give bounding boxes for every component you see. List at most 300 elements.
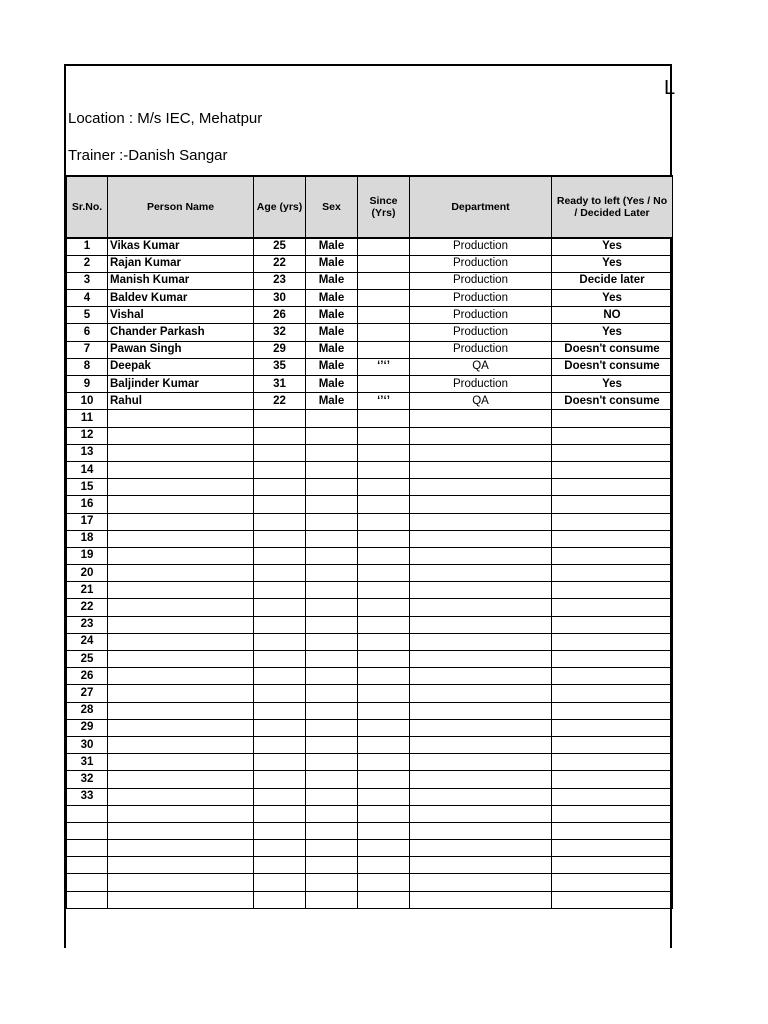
department-cell xyxy=(410,822,552,839)
ready-to-left-cell: Yes xyxy=(552,238,673,255)
sex-cell xyxy=(306,513,358,530)
sex-cell: Male xyxy=(306,307,358,324)
col-header-age: Age (yrs) xyxy=(254,176,306,238)
since-cell xyxy=(358,651,410,668)
table-row xyxy=(67,530,673,547)
sex-cell: Male xyxy=(306,238,358,255)
person-name-cell xyxy=(108,547,254,564)
ready-to-left-cell xyxy=(552,702,673,719)
col-header-since: Since (Yrs) xyxy=(358,176,410,238)
col-header-sr-no: Sr.No. xyxy=(67,176,108,238)
age-cell: 29 xyxy=(254,341,306,358)
person-name-cell xyxy=(108,410,254,427)
age-cell xyxy=(254,513,306,530)
age-cell xyxy=(254,668,306,685)
table-row xyxy=(67,616,673,633)
department-cell xyxy=(410,444,552,461)
person-name-cell xyxy=(108,479,254,496)
person-name-cell xyxy=(108,668,254,685)
table-row xyxy=(67,290,673,307)
table-row xyxy=(67,668,673,685)
sex-cell xyxy=(306,702,358,719)
person-name-cell: Deepak xyxy=(108,358,254,375)
table-row xyxy=(67,651,673,668)
ready-to-left-cell xyxy=(552,427,673,444)
since-cell xyxy=(358,376,410,393)
sex-cell: Male xyxy=(306,290,358,307)
person-name-cell xyxy=(108,736,254,753)
person-name-cell: Baljinder Kumar xyxy=(108,376,254,393)
person-name-cell: Vishal xyxy=(108,307,254,324)
ready-to-left-cell: Doesn't consume xyxy=(552,393,673,410)
table-row xyxy=(67,719,673,736)
age-cell xyxy=(254,479,306,496)
table-row xyxy=(67,255,673,272)
table-body xyxy=(67,238,673,908)
person-name-cell xyxy=(108,513,254,530)
age-cell xyxy=(254,582,306,599)
age-cell xyxy=(254,874,306,891)
person-name-cell xyxy=(108,599,254,616)
sr-no-cell: 22 xyxy=(67,599,108,616)
person-name-cell xyxy=(108,616,254,633)
since-cell xyxy=(358,891,410,908)
since-cell xyxy=(358,805,410,822)
since-cell xyxy=(358,702,410,719)
since-cell xyxy=(358,565,410,582)
person-name-cell: Rahul xyxy=(108,393,254,410)
sr-no-cell: 13 xyxy=(67,444,108,461)
person-name-cell xyxy=(108,788,254,805)
table-row xyxy=(67,736,673,753)
age-cell xyxy=(254,719,306,736)
sr-no-cell: 29 xyxy=(67,719,108,736)
age-cell xyxy=(254,427,306,444)
person-name-cell: Rajan Kumar xyxy=(108,255,254,272)
ready-to-left-cell xyxy=(552,461,673,478)
person-name-cell: Manish Kumar xyxy=(108,272,254,289)
since-cell xyxy=(358,874,410,891)
since-cell xyxy=(358,255,410,272)
person-name-cell xyxy=(108,685,254,702)
age-cell xyxy=(254,771,306,788)
department-cell xyxy=(410,410,552,427)
sex-cell xyxy=(306,496,358,513)
age-cell xyxy=(254,651,306,668)
col-header-person-name: Person Name xyxy=(108,176,254,238)
table-row xyxy=(67,272,673,289)
age-cell xyxy=(254,840,306,857)
person-name-cell xyxy=(108,702,254,719)
ready-to-left-cell xyxy=(552,822,673,839)
department-cell xyxy=(410,668,552,685)
person-name-cell: Vikas Kumar xyxy=(108,238,254,255)
sr-no-cell: 25 xyxy=(67,651,108,668)
col-header-sex: Sex xyxy=(306,176,358,238)
ready-to-left-cell xyxy=(552,788,673,805)
department-cell: Production xyxy=(410,307,552,324)
department-cell xyxy=(410,736,552,753)
table-row xyxy=(67,238,673,255)
department-cell xyxy=(410,461,552,478)
sr-no-cell xyxy=(67,874,108,891)
since-cell: ‘’‘’ xyxy=(358,358,410,375)
department-cell: QA xyxy=(410,393,552,410)
person-name-cell xyxy=(108,582,254,599)
age-cell xyxy=(254,599,306,616)
ready-to-left-cell: Yes xyxy=(552,376,673,393)
age-cell xyxy=(254,616,306,633)
ready-to-left-cell xyxy=(552,840,673,857)
sex-cell xyxy=(306,479,358,496)
sr-no-cell: 21 xyxy=(67,582,108,599)
department-cell: QA xyxy=(410,358,552,375)
department-cell xyxy=(410,599,552,616)
ready-to-left-cell xyxy=(552,736,673,753)
sr-no-cell: 1 xyxy=(67,238,108,255)
table-row xyxy=(67,857,673,874)
sex-cell xyxy=(306,461,358,478)
sr-no-cell xyxy=(67,822,108,839)
person-name-cell xyxy=(108,651,254,668)
ready-to-left-cell xyxy=(552,599,673,616)
since-cell xyxy=(358,582,410,599)
since-cell xyxy=(358,530,410,547)
since-cell xyxy=(358,754,410,771)
ready-to-left-cell xyxy=(552,513,673,530)
age-cell xyxy=(254,410,306,427)
age-cell xyxy=(254,754,306,771)
since-cell xyxy=(358,736,410,753)
sr-no-cell: 33 xyxy=(67,788,108,805)
sr-no-cell: 20 xyxy=(67,565,108,582)
department-cell: Production xyxy=(410,324,552,341)
department-cell xyxy=(410,788,552,805)
department-cell xyxy=(410,874,552,891)
table-row xyxy=(67,376,673,393)
since-cell xyxy=(358,341,410,358)
since-cell xyxy=(358,771,410,788)
table-row xyxy=(67,685,673,702)
sex-cell xyxy=(306,530,358,547)
sr-no-cell: 11 xyxy=(67,410,108,427)
sex-cell xyxy=(306,857,358,874)
person-name-cell xyxy=(108,496,254,513)
age-cell xyxy=(254,857,306,874)
sr-no-cell: 17 xyxy=(67,513,108,530)
since-cell xyxy=(358,616,410,633)
ready-to-left-cell xyxy=(552,410,673,427)
age-cell xyxy=(254,891,306,908)
age-cell xyxy=(254,822,306,839)
person-name-cell xyxy=(108,857,254,874)
sex-cell xyxy=(306,736,358,753)
table-row xyxy=(67,771,673,788)
sex-cell xyxy=(306,444,358,461)
sex-cell: Male xyxy=(306,393,358,410)
person-name-cell xyxy=(108,719,254,736)
spreadsheet-page xyxy=(64,64,676,948)
sr-no-cell: 28 xyxy=(67,702,108,719)
department-cell xyxy=(410,891,552,908)
sr-no-cell: 31 xyxy=(67,754,108,771)
since-cell xyxy=(358,547,410,564)
sr-no-cell: 9 xyxy=(67,376,108,393)
ready-to-left-cell: Decide later xyxy=(552,272,673,289)
age-cell xyxy=(254,702,306,719)
sr-no-cell: 30 xyxy=(67,736,108,753)
table-row xyxy=(67,891,673,908)
sex-cell xyxy=(306,651,358,668)
age-cell xyxy=(254,461,306,478)
sex-cell xyxy=(306,805,358,822)
sex-cell xyxy=(306,668,358,685)
since-cell xyxy=(358,822,410,839)
sex-cell: Male xyxy=(306,341,358,358)
table-row xyxy=(67,393,673,410)
col-header-department: Department xyxy=(410,176,552,238)
ready-to-left-cell xyxy=(552,754,673,771)
table-row xyxy=(67,582,673,599)
title-fragment: L xyxy=(664,77,676,99)
department-cell xyxy=(410,719,552,736)
ready-to-left-cell xyxy=(552,444,673,461)
table-row xyxy=(67,513,673,530)
person-name-cell xyxy=(108,633,254,650)
person-name-cell xyxy=(108,891,254,908)
ready-to-left-cell xyxy=(552,530,673,547)
ready-to-left-cell: Yes xyxy=(552,290,673,307)
department-cell xyxy=(410,857,552,874)
sex-cell xyxy=(306,565,358,582)
department-cell xyxy=(410,565,552,582)
sex-cell xyxy=(306,410,358,427)
age-cell xyxy=(254,547,306,564)
person-name-cell xyxy=(108,771,254,788)
sr-no-cell xyxy=(67,840,108,857)
since-cell xyxy=(358,427,410,444)
sr-no-cell: 2 xyxy=(67,255,108,272)
table-row xyxy=(67,444,673,461)
sex-cell xyxy=(306,771,358,788)
sr-no-cell: 16 xyxy=(67,496,108,513)
table-header-row xyxy=(67,176,673,238)
location-label: Location : M/s IEC, Mehatpur xyxy=(68,110,263,127)
sex-cell xyxy=(306,427,358,444)
age-cell xyxy=(254,685,306,702)
sex-cell xyxy=(306,788,358,805)
sr-no-cell: 23 xyxy=(67,616,108,633)
table-row xyxy=(67,565,673,582)
person-name-cell xyxy=(108,822,254,839)
ready-to-left-cell xyxy=(552,891,673,908)
since-cell xyxy=(358,840,410,857)
age-cell: 25 xyxy=(254,238,306,255)
sr-no-cell: 6 xyxy=(67,324,108,341)
sex-cell xyxy=(306,582,358,599)
age-cell: 30 xyxy=(254,290,306,307)
department-cell: Production xyxy=(410,341,552,358)
department-cell xyxy=(410,479,552,496)
person-name-cell xyxy=(108,754,254,771)
person-name-cell: Pawan Singh xyxy=(108,341,254,358)
sex-cell xyxy=(306,616,358,633)
department-cell: Production xyxy=(410,272,552,289)
since-cell xyxy=(358,272,410,289)
age-cell: 22 xyxy=(254,393,306,410)
sr-no-cell: 32 xyxy=(67,771,108,788)
table-row xyxy=(67,788,673,805)
ready-to-left-cell xyxy=(552,582,673,599)
sex-cell: Male xyxy=(306,272,358,289)
sr-no-cell: 19 xyxy=(67,547,108,564)
since-cell xyxy=(358,685,410,702)
sr-no-cell: 3 xyxy=(67,272,108,289)
sr-no-cell: 27 xyxy=(67,685,108,702)
sr-no-cell: 7 xyxy=(67,341,108,358)
ready-to-left-cell xyxy=(552,805,673,822)
sr-no-cell: 10 xyxy=(67,393,108,410)
department-cell xyxy=(410,651,552,668)
sex-cell xyxy=(306,719,358,736)
sr-no-cell: 14 xyxy=(67,461,108,478)
since-cell xyxy=(358,410,410,427)
ready-to-left-cell xyxy=(552,874,673,891)
department-cell xyxy=(410,840,552,857)
table-row xyxy=(67,358,673,375)
table-row xyxy=(67,840,673,857)
ready-to-left-cell xyxy=(552,771,673,788)
sex-cell xyxy=(306,685,358,702)
trainer-label: Trainer :-Danish Sangar xyxy=(68,147,228,164)
person-name-cell xyxy=(108,805,254,822)
person-name-cell xyxy=(108,565,254,582)
ready-to-left-cell xyxy=(552,719,673,736)
person-name-cell xyxy=(108,461,254,478)
sr-no-cell xyxy=(67,857,108,874)
department-cell xyxy=(410,685,552,702)
since-cell xyxy=(358,290,410,307)
sr-no-cell: 18 xyxy=(67,530,108,547)
since-cell: ‘’‘’ xyxy=(358,393,410,410)
sex-cell xyxy=(306,840,358,857)
since-cell xyxy=(358,599,410,616)
sr-no-cell: 4 xyxy=(67,290,108,307)
table-row xyxy=(67,341,673,358)
table-row xyxy=(67,307,673,324)
table-row xyxy=(67,324,673,341)
age-cell xyxy=(254,565,306,582)
sr-no-cell: 26 xyxy=(67,668,108,685)
department-cell xyxy=(410,530,552,547)
ready-to-left-cell: NO xyxy=(552,307,673,324)
age-cell: 26 xyxy=(254,307,306,324)
table-row xyxy=(67,599,673,616)
ready-to-left-cell xyxy=(552,616,673,633)
sr-no-cell: 8 xyxy=(67,358,108,375)
table-row xyxy=(67,754,673,771)
table-row xyxy=(67,805,673,822)
age-cell: 23 xyxy=(254,272,306,289)
since-cell xyxy=(358,788,410,805)
sr-no-cell: 15 xyxy=(67,479,108,496)
age-cell: 35 xyxy=(254,358,306,375)
person-name-cell xyxy=(108,444,254,461)
age-cell xyxy=(254,496,306,513)
sex-cell xyxy=(306,822,358,839)
ready-to-left-cell xyxy=(552,633,673,650)
age-cell xyxy=(254,633,306,650)
since-cell xyxy=(358,461,410,478)
since-cell xyxy=(358,307,410,324)
since-cell xyxy=(358,668,410,685)
ready-to-left-cell xyxy=(552,685,673,702)
participants-table xyxy=(66,175,673,909)
person-name-cell: Chander Parkash xyxy=(108,324,254,341)
department-cell xyxy=(410,547,552,564)
sex-cell xyxy=(306,754,358,771)
sex-cell: Male xyxy=(306,358,358,375)
sex-cell: Male xyxy=(306,376,358,393)
table-row xyxy=(67,461,673,478)
since-cell xyxy=(358,324,410,341)
ready-to-left-cell xyxy=(552,668,673,685)
ready-to-left-cell xyxy=(552,857,673,874)
ready-to-left-cell: Yes xyxy=(552,324,673,341)
ready-to-left-cell xyxy=(552,651,673,668)
sex-cell xyxy=(306,891,358,908)
table-row xyxy=(67,874,673,891)
sr-no-cell xyxy=(67,891,108,908)
ready-to-left-cell: Doesn't consume xyxy=(552,341,673,358)
age-cell xyxy=(254,805,306,822)
age-cell xyxy=(254,788,306,805)
table-row xyxy=(67,496,673,513)
person-name-cell: Baldev Kumar xyxy=(108,290,254,307)
age-cell xyxy=(254,736,306,753)
sr-no-cell: 5 xyxy=(67,307,108,324)
sr-no-cell xyxy=(67,805,108,822)
ready-to-left-cell xyxy=(552,479,673,496)
department-cell xyxy=(410,805,552,822)
since-cell xyxy=(358,238,410,255)
since-cell xyxy=(358,633,410,650)
ready-to-left-cell: Yes xyxy=(552,255,673,272)
table-row xyxy=(67,479,673,496)
sex-cell xyxy=(306,633,358,650)
department-cell xyxy=(410,496,552,513)
since-cell xyxy=(358,857,410,874)
age-cell xyxy=(254,444,306,461)
ready-to-left-cell xyxy=(552,565,673,582)
since-cell xyxy=(358,496,410,513)
table-row xyxy=(67,633,673,650)
department-cell xyxy=(410,513,552,530)
person-name-cell xyxy=(108,874,254,891)
ready-to-left-cell xyxy=(552,547,673,564)
department-cell: Production xyxy=(410,238,552,255)
department-cell xyxy=(410,771,552,788)
since-cell xyxy=(358,513,410,530)
table-row xyxy=(67,547,673,564)
age-cell xyxy=(254,530,306,547)
department-cell xyxy=(410,427,552,444)
since-cell xyxy=(358,719,410,736)
table-row xyxy=(67,410,673,427)
person-name-cell xyxy=(108,840,254,857)
department-cell: Production xyxy=(410,255,552,272)
sex-cell xyxy=(306,599,358,616)
